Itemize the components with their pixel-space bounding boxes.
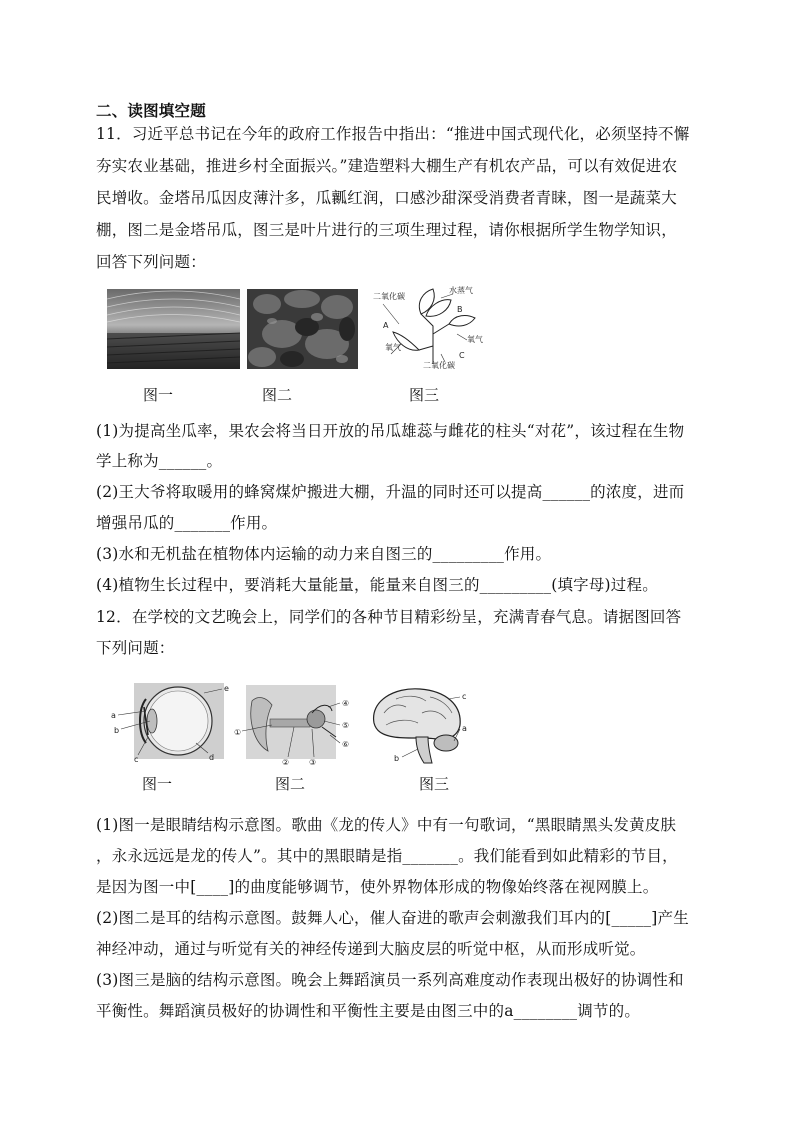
brain-label-a: a <box>462 724 467 733</box>
ear-diagram <box>232 681 360 767</box>
q12-caption-fig1: 图一 <box>142 775 173 793</box>
q11-caption-fig2: 图二 <box>262 386 293 404</box>
q11-line-2: 夯实农业基础，推进乡村全面振兴。”建造塑料大棚生产有机农产品，可以有效促进农 <box>96 157 678 175</box>
q12-sub3-line1: (3)图三是脑的结构示意图。晚会上舞蹈演员一系列高难度动作表现出极好的协调性和 <box>96 971 684 989</box>
q11-sub1-line2: 学上称为______。 <box>96 452 223 470</box>
section-heading: 二、读图填空题 <box>96 101 206 120</box>
ear-label-5: ⑤ <box>342 721 350 730</box>
q11-line-4: 棚，图二是金塔吊瓜，图三是叶片进行的三项生理过程，请你根据所学生物学知识， <box>96 221 677 239</box>
q12-sub1-line3: 是因为图一中[____]的曲度能够调节，使外界物体形成的物像始终落在视网膜上。 <box>96 878 659 896</box>
q11-line-1: 11．习近平总书记在今年的政府工作报告中指出：“推进中国式现代化，必须坚持不懈 <box>96 125 690 143</box>
brain-label-b: b <box>394 754 400 763</box>
ear-label-2: ② <box>282 758 290 767</box>
q11-sub3: (3)水和无机盐在植物体内运输的动力来自图三的_________作用。 <box>96 545 552 563</box>
q12-sub2-line2: 神经冲动，通过与听觉有关的神经传递到大脑皮层的听觉中枢，从而形成听觉。 <box>96 940 646 958</box>
q12-line-1: 12．在学校的文艺晚会上，同学们的各种节目精彩纷呈，充满青春气息。请据图回答 <box>96 608 682 626</box>
label-o2-left: 氧气 <box>385 343 401 352</box>
q12-line-2: 下列问题： <box>96 639 175 657</box>
q11-sub2-line2: 增强吊瓜的_______作用。 <box>96 514 278 532</box>
label-o2-right: 氧气 <box>467 335 483 344</box>
label-process-b: B <box>457 305 463 314</box>
q11-caption-fig1: 图一 <box>143 386 174 404</box>
q11-caption-fig3: 图三 <box>409 386 440 404</box>
eye-label-a: a <box>111 711 116 720</box>
q11-sub4: (4)植物生长过程中，要消耗大量能量，能量来自图三的_________(填字母)过程。 <box>96 576 658 594</box>
ear-label-6: ⑥ <box>342 740 350 749</box>
q12-caption-fig2: 图二 <box>275 775 306 793</box>
brain-diagram <box>366 683 478 765</box>
label-process-c: C <box>459 351 465 360</box>
label-process-a: A <box>383 321 389 330</box>
q11-sub1-line1: (1)为提高坐瓜率，果农会将当日开放的吊瓜雄蕊与雌花的柱头“对花”，该过程在生物 <box>96 422 685 440</box>
label-co2-bottom: 二氧化碳 <box>423 361 455 370</box>
eye-diagram <box>108 681 236 763</box>
q12-sub1-line1: (1)图一是眼睛结构示意图。歌曲《龙的传人》中有一句歌词，“黑眼睛黑头发黄皮肤 <box>96 816 677 834</box>
q12-sub1-line2: ，永永远远是龙的传人”。其中的黑眼睛是指_______。我们能看到如此精彩的节目， <box>96 847 678 865</box>
q12-sub3-line2: 平衡性。舞蹈演员极好的协调性和平衡性主要是由图三中的a________调节的。 <box>96 1002 641 1020</box>
ear-label-1: ① <box>234 728 242 737</box>
q12-sub2-line1: (2)图二是耳的结构示意图。鼓舞人心，催人奋进的歌声会刺激我们耳内的[_____]产生 <box>96 909 689 927</box>
label-water-vapor: 水蒸气 <box>449 286 473 295</box>
eye-label-b: b <box>114 726 120 735</box>
eye-label-d: d <box>209 753 215 762</box>
ear-label-4: ④ <box>342 699 350 708</box>
eye-label-c: c <box>134 755 139 763</box>
q11-sub2-line1: (2)王大爷将取暖用的蜂窝煤炉搬进大棚，升温的同时还可以提高______的浓度，进而 <box>96 483 685 501</box>
eye-label-e: e <box>224 684 229 693</box>
greenhouse-photo <box>107 289 240 369</box>
melon-photo <box>247 289 358 369</box>
ear-label-3: ③ <box>309 758 317 767</box>
q11-line-5: 回答下列问题： <box>96 253 206 271</box>
brain-label-c: c <box>462 692 467 701</box>
leaf-process-diagram <box>371 284 491 370</box>
q12-caption-fig3: 图三 <box>419 775 450 793</box>
label-co2-top: 二氧化碳 <box>373 292 405 301</box>
q11-line-3: 民增收。金塔吊瓜因皮薄汁多，瓜瓤红润，口感沙甜深受消费者青睐，图一是蔬菜大 <box>96 189 677 207</box>
